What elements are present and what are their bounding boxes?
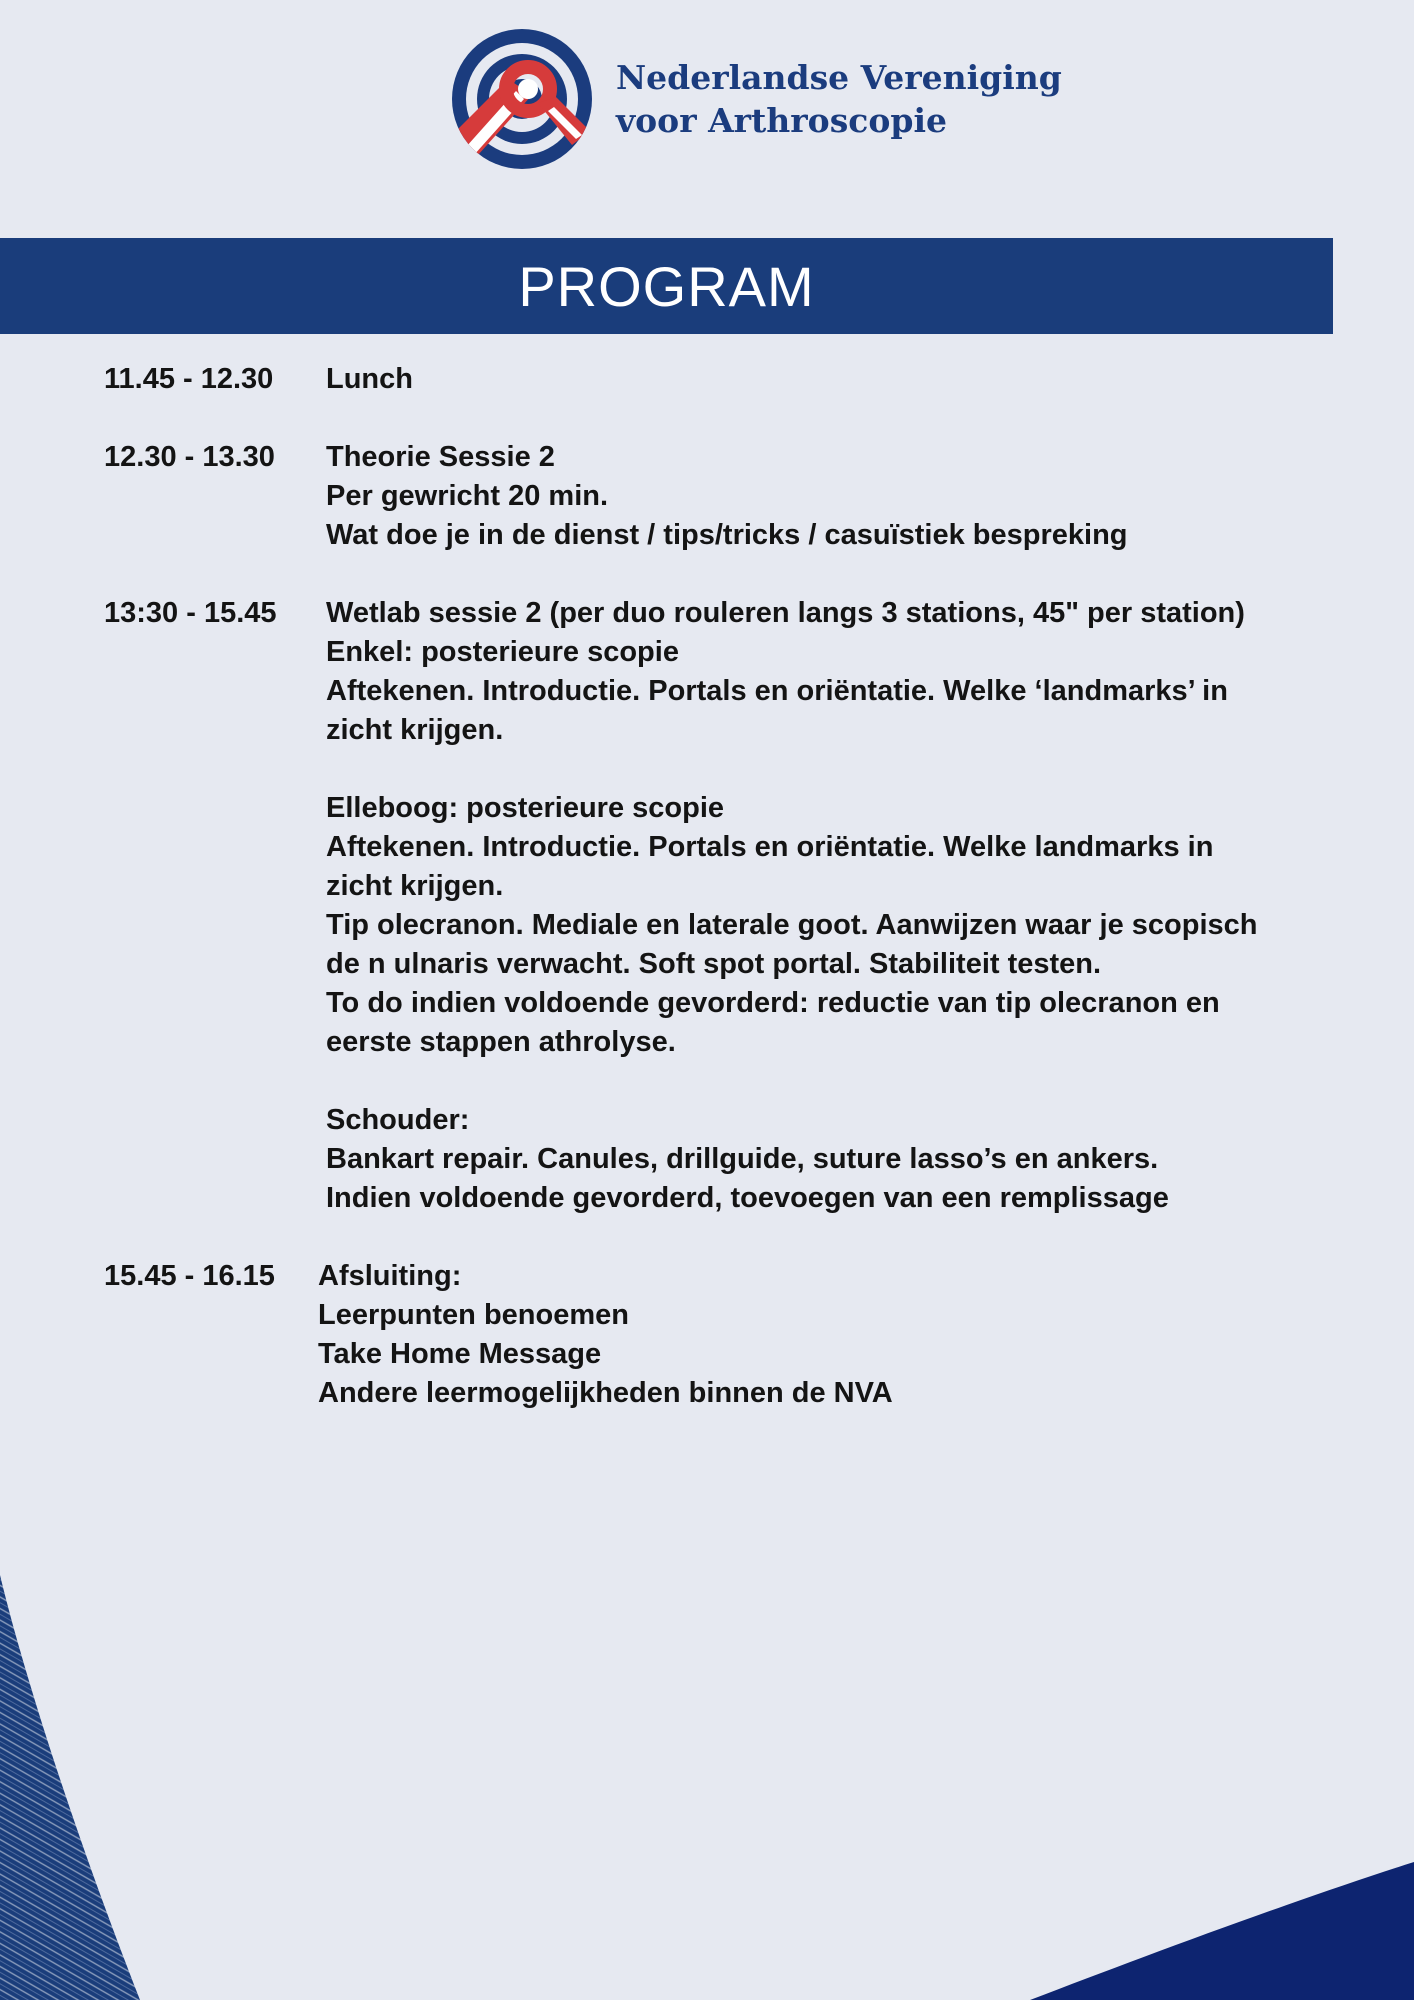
session-time: 15.45 - 16.15	[104, 1260, 275, 1292]
session-line: eerste stappen athrolyse.	[326, 1026, 676, 1058]
session-line: Lunch	[326, 363, 413, 395]
session-line: Bankart repair. Canules, drillguide, suture lasso’s en ankers.	[326, 1143, 1159, 1175]
nva-logo	[450, 28, 1062, 170]
session-line: zicht krijgen.	[326, 714, 504, 746]
session-line: de n ulnaris verwacht. Soft spot portal. Stabiliteit testen.	[326, 948, 1102, 980]
session-line: Wetlab sessie 2 (per duo rouleren langs 3 stations, 45" per station)	[326, 597, 1245, 629]
session-line: Afsluiting:	[318, 1260, 462, 1292]
session-line: Enkel: posterieure scopie	[326, 636, 679, 668]
session-row	[104, 1257, 1334, 1413]
session-time: 12.30 - 13.30	[104, 441, 275, 473]
session-content	[318, 1257, 1334, 1413]
org-name-line2: voor Arthroscopie	[616, 101, 947, 140]
session-content	[326, 594, 1334, 1218]
left-brush-stroke	[0, 1575, 140, 2000]
right-brush-stroke	[1030, 1862, 1414, 2000]
session-time: 13:30 - 15.45	[104, 597, 277, 629]
session-line: To do indien voldoende gevorderd: reductie van tip olecranon en	[326, 987, 1220, 1019]
session-row	[104, 594, 1334, 1218]
session-line: Aftekenen. Introductie. Portals en oriëntatie. Welke ‘landmarks’ in	[326, 675, 1228, 707]
session-line: Aftekenen. Introductie. Portals en oriëntatie. Welke landmarks in	[326, 831, 1214, 863]
nva-logo-mark	[450, 27, 594, 171]
banner-title: PROGRAM	[518, 254, 815, 318]
session-content	[326, 360, 1334, 399]
session-line: Leerpunten benoemen	[318, 1299, 629, 1331]
session-line: zicht krijgen.	[326, 870, 504, 902]
org-name-line1: Nederlandse Vereniging	[616, 58, 1062, 97]
program-banner	[0, 238, 1333, 334]
session-line: Per gewricht 20 min.	[326, 480, 609, 512]
session-time: 11.45 - 12.30	[104, 363, 274, 395]
session-line: Theorie Sessie 2	[326, 441, 555, 473]
session-line: Wat doe je in de dienst / tips/tricks / casuïstiek bespreking	[326, 519, 1128, 551]
session-line: Andere leermogelijkheden binnen de NVA	[318, 1377, 893, 1409]
session-line: Elleboog: posterieure scopie	[326, 792, 725, 824]
session-line: Indien voldoende gevorderd, toevoegen van een remplissage	[326, 1182, 1169, 1214]
session-line: Tip olecranon. Mediale en laterale goot. Aanwijzen waar je scopisch	[326, 909, 1258, 941]
session-line: Schouder:	[326, 1104, 470, 1136]
block-spacer	[326, 750, 1334, 789]
session-content	[326, 438, 1334, 555]
session-line: Take Home Message	[318, 1338, 602, 1370]
session-row	[104, 438, 1334, 555]
session-row	[104, 360, 1334, 399]
block-spacer	[326, 1062, 1334, 1101]
org-name	[616, 56, 1062, 142]
program-schedule	[104, 360, 1334, 1452]
